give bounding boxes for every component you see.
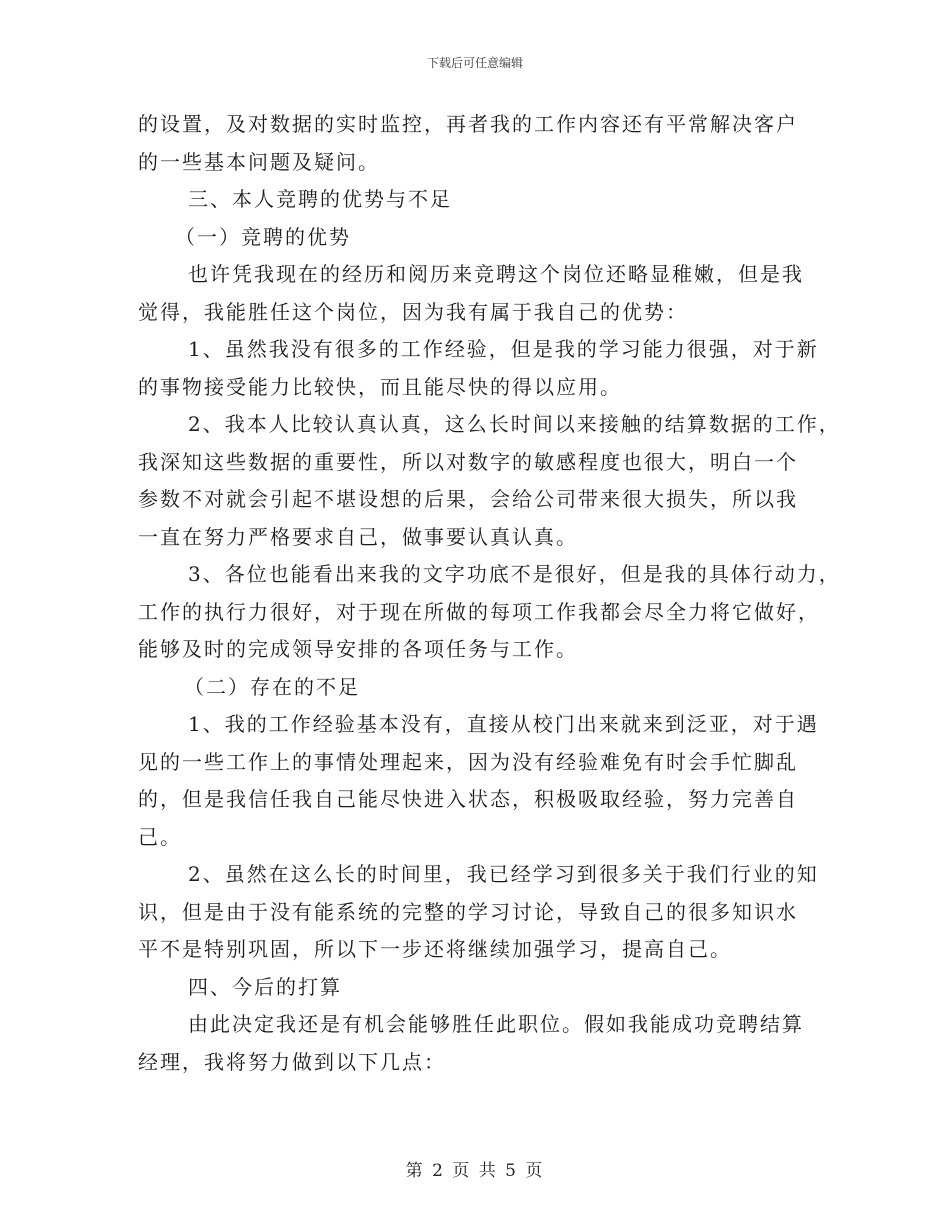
page-header: 下载后可任意编辑 bbox=[426, 56, 523, 70]
subsection-heading: （二）存在的不足 bbox=[184, 674, 360, 699]
text-line: 能够及时的完成领导安排的各项任务与工作。 bbox=[138, 637, 578, 661]
text-line: 己。 bbox=[138, 824, 182, 849]
page-number: 第 2 页 共 5 页 bbox=[405, 1161, 545, 1181]
text-line: 识，但是由于没有能系统的完整的学习讨论，导致自己的很多知识水 bbox=[138, 899, 798, 924]
text-line: 我深知这些数据的重要性，所以对数字的敏感程度也很大，明白一个 bbox=[138, 449, 798, 474]
text-line: 的一些基本问题及疑问。 bbox=[138, 149, 380, 174]
section-heading: 三、本人竞聘的优势与不足 bbox=[188, 187, 452, 211]
text-line: 3、各位也能看出来我的文字功底不是很好，但是我的具体行动力， bbox=[188, 562, 841, 586]
text-line: 的设置，及对数据的实时监控，再者我的工作内容还有平常解决客户 bbox=[138, 112, 798, 136]
text-line: 也许凭我现在的经历和阅历来竞聘这个岗位还略显稚嫩，但是我 bbox=[188, 262, 804, 286]
text-line: 一直在努力严格要求自己，做事要认真认真。 bbox=[138, 524, 578, 549]
text-line: 经理，我将努力做到以下几点： bbox=[138, 1049, 446, 1074]
section-heading: 四、今后的打算 bbox=[188, 974, 342, 999]
text-line: 参数不对就会引起不堪设想的后果，会给公司带来很大损失，所以我 bbox=[138, 487, 798, 511]
text-line: 由此决定我还是有机会能够胜任此职位。假如我能成功竞聘结算 bbox=[188, 1012, 804, 1036]
document-body bbox=[138, 106, 841, 1081]
text-line: 工作的执行力很好，对于现在所做的每项工作我都会尽全力将它做好， bbox=[138, 599, 820, 624]
subsection-heading: （一）竞聘的优势 bbox=[175, 224, 351, 249]
text-line: 1、虽然我没有很多的工作经验，但是我的学习能力很强，对于新 bbox=[188, 337, 819, 361]
text-line: 的事物接受能力比较快，而且能尽快的得以应用。 bbox=[138, 374, 622, 399]
text-line: 2、我本人比较认真认真，这么长时间以来接触的结算数据的工作， bbox=[188, 412, 841, 436]
text-line: 见的一些工作上的事情处理起来，因为没有经验难免有时会手忙脚乱 bbox=[138, 749, 798, 774]
text-line: 平不是特别巩固，所以下一步还将继续加强学习，提高自己。 bbox=[138, 937, 732, 961]
text-line: 觉得，我能胜任这个岗位，因为我有属于我自己的优势： bbox=[138, 299, 688, 324]
text-line: 1、我的工作经验基本没有，直接从校门出来就来到泛亚，对于遇 bbox=[188, 712, 819, 736]
text-line: 的，但是我信任我自己能尽快进入状态，积极吸取经验，努力完善自 bbox=[138, 787, 798, 811]
text-line: 2、虽然在这么长的时间里，我已经学习到很多关于我们行业的知 bbox=[188, 862, 819, 886]
